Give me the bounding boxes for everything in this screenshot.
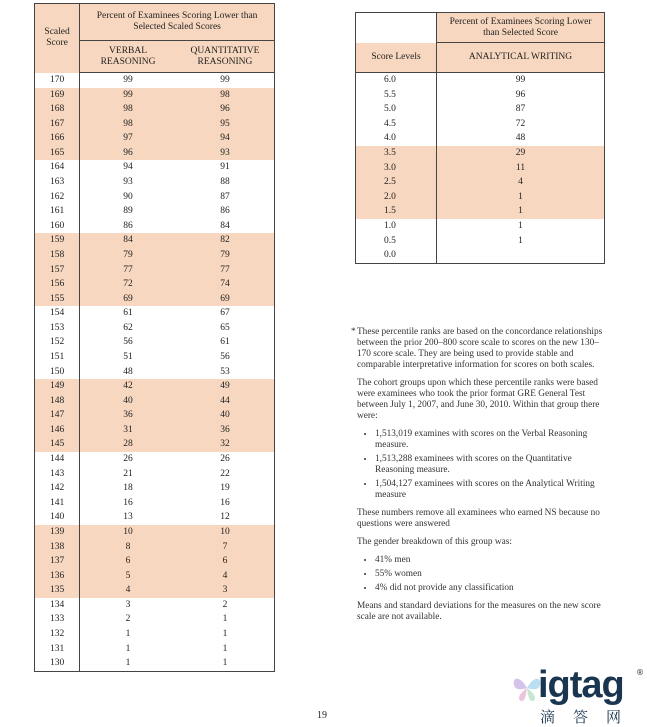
score-level-cell: 1.0: [356, 219, 437, 234]
table-row: [35, 160, 275, 175]
table-row: [35, 219, 275, 234]
scaled-score-cell: 147: [35, 408, 80, 423]
quant-percent-cell: 94: [176, 131, 275, 146]
quant-percent-cell: 56: [220, 351, 230, 362]
table-row: [35, 321, 275, 336]
table-row: [35, 525, 275, 540]
table-row: [35, 583, 275, 598]
quant-percent-cell: 3: [176, 583, 275, 598]
quant-percent-cell: 82: [176, 233, 275, 248]
aw-percent-cell: 11: [437, 161, 605, 176]
table-row: [356, 102, 605, 117]
scaled-score-cell: 145: [35, 437, 80, 452]
verbal-percent-cell: 2: [125, 614, 131, 625]
scaled-score-cell: 140: [35, 510, 80, 525]
table-row: [35, 394, 275, 409]
scaled-score-cell: 139: [35, 525, 80, 540]
verbal-percent-cell: 86: [123, 220, 133, 231]
table-row: [356, 73, 605, 88]
scaled-score-cell: 149: [35, 379, 80, 394]
verbal-percent-cell: 13: [123, 512, 133, 523]
quant-percent-cell: 16: [220, 497, 230, 508]
table-row: [35, 598, 275, 613]
note-paragraph-2: The cohort groups upon which these percentile ranks were based were examinees who took the prior format GRE General Test between July 1, 2007, and June 30, 2010. Within that group there were:: [357, 378, 600, 421]
igtag-watermark: [510, 665, 647, 726]
scaled-score-cell: 136: [35, 569, 80, 584]
verbal-percent-cell: 77: [80, 263, 176, 278]
quant-percent-cell: 93: [176, 146, 275, 161]
quant-percent-cell: 1: [222, 658, 228, 669]
table-row: [35, 292, 275, 307]
table-row: [35, 467, 275, 482]
quant-percent-cell: 32: [176, 437, 275, 452]
score-levels-header: Score Levels: [356, 43, 437, 73]
scaled-score-cell: 159: [35, 233, 80, 248]
table-row: [35, 190, 275, 205]
aw-percent-cell: 87: [515, 104, 526, 115]
table-row: [356, 175, 605, 190]
note-paragraph-1: [351, 327, 607, 371]
score-level-cell: 4.5: [356, 117, 437, 132]
verbal-percent-cell: 56: [123, 337, 133, 348]
verbal-percent-cell: 99: [123, 75, 133, 85]
quant-percent-cell: 1: [222, 643, 228, 654]
table-row: [356, 219, 605, 234]
gender-item: • 4% did not provide any classification: [375, 583, 607, 594]
asterisk: *: [351, 327, 356, 337]
table-row: [35, 73, 275, 88]
aw-percent-cell: 99: [515, 75, 526, 85]
scaled-score-cell: 164: [35, 160, 80, 175]
score-level-cell: 5.0: [356, 102, 437, 117]
scaled-score-cell: 153: [35, 321, 80, 336]
scaled-score-cell: 170: [35, 73, 80, 88]
quant-percent-cell: 61: [220, 337, 230, 348]
verbal-percent-cell: 61: [123, 308, 133, 319]
scaled-score-header: Scaled Score: [35, 4, 80, 73]
score-level-cell: 1.5: [356, 204, 437, 219]
quant-header: QUANTITATIVE REASONING: [176, 41, 275, 73]
aw-percent-cell: 1: [518, 220, 523, 231]
table-row: [35, 233, 275, 248]
quant-percent-cell: 1: [222, 614, 228, 625]
verbal-percent-cell: 1: [125, 628, 131, 639]
aw-percent-cell: 4: [437, 175, 605, 190]
scaled-score-cell: 161: [35, 204, 80, 219]
aw-percent-cell: 72: [515, 118, 526, 129]
score-level-cell: 5.5: [356, 88, 437, 103]
quant-percent-cell: 44: [176, 394, 275, 409]
table-row: [356, 190, 605, 205]
scaled-score-cell: 142: [35, 481, 80, 496]
scaled-score-cell: 143: [35, 467, 80, 482]
gender-item: • 41% men: [375, 555, 607, 566]
score-level-cell: 2.0: [356, 190, 437, 205]
verbal-percent-cell: 5: [80, 569, 176, 584]
aw-percent-cell: 48: [515, 133, 526, 144]
verbal-percent-cell: 79: [80, 248, 176, 263]
cohort-item: • 1,504,127 examinees with scores on the Analytical Writing measure: [375, 479, 607, 501]
verbal-percent-cell: 10: [80, 525, 176, 540]
quant-percent-cell: 22: [220, 468, 230, 479]
gender-list: [357, 555, 607, 594]
score-level-cell: 0.5: [356, 234, 437, 249]
quant-percent-cell: 95: [176, 117, 275, 132]
cohort-item: • 1,513,019 examines with scores on the Verbal Reasoning measure.: [375, 429, 607, 451]
quant-percent-cell: 87: [220, 191, 230, 202]
table-row: [35, 117, 275, 132]
table-row: [35, 146, 275, 161]
registered-mark: ®: [636, 668, 644, 677]
quant-percent-cell: 19: [220, 483, 230, 494]
score-level-cell: 0.0: [356, 248, 437, 263]
quant-percent-cell: 86: [220, 206, 230, 217]
score-level-cell: 6.0: [356, 73, 437, 88]
table-row: [356, 146, 605, 161]
table-row: [35, 306, 275, 321]
note-paragraph-5: Means and standard deviations for the measures on the new score scale are not available.: [357, 601, 601, 622]
aw-percent-cell: [437, 248, 605, 263]
verbal-percent-cell: 26: [123, 454, 133, 465]
table-row: [35, 365, 275, 380]
scaled-score-cell: 151: [35, 350, 80, 365]
page-number: 19: [317, 710, 327, 721]
table-row: [35, 627, 275, 642]
chinese-site-name: 滴答网: [540, 708, 640, 726]
aw-percent-cell: 29: [437, 146, 605, 161]
analytical-writing-percentile-table: [355, 12, 605, 264]
left-table-body: [35, 73, 275, 672]
table-row: [35, 102, 275, 117]
verbal-quant-percentile-table: [34, 3, 275, 672]
verbal-percent-cell: 99: [80, 88, 176, 103]
table-row: [35, 379, 275, 394]
table-row: [356, 131, 605, 146]
scaled-score-cell: 146: [35, 423, 80, 438]
aw-percent-cell: 96: [515, 89, 526, 100]
verbal-percent-cell: 21: [123, 468, 133, 479]
scaled-score-cell: 158: [35, 248, 80, 263]
cohort-list: [357, 429, 607, 501]
scaled-score-cell: 133: [35, 612, 80, 627]
verbal-percent-cell: 16: [123, 497, 133, 508]
verbal-percent-cell: 48: [123, 366, 133, 377]
quant-percent-cell: 88: [220, 177, 230, 188]
verbal-percent-cell: 18: [123, 483, 133, 494]
quant-percent-cell: 67: [220, 308, 230, 319]
scaled-score-cell: 162: [35, 190, 80, 205]
table-row: [35, 277, 275, 292]
verbal-percent-cell: 69: [80, 292, 176, 307]
scaled-score-cell: 131: [35, 642, 80, 657]
igtag-logo-text: igtag: [538, 664, 624, 706]
table-row: [35, 131, 275, 146]
scaled-score-cell: 168: [35, 102, 80, 117]
quant-percent-cell: 10: [176, 525, 275, 540]
scaled-score-cell: 156: [35, 277, 80, 292]
right-table-body: [356, 73, 605, 264]
score-level-cell: 3.0: [356, 161, 437, 176]
percent-super-header: Percent of Examinees Scoring Lower than Selected Scaled Scores: [80, 4, 275, 41]
quant-percent-cell: 40: [176, 408, 275, 423]
quant-percent-cell: 12: [220, 512, 230, 523]
table-row: [356, 88, 605, 103]
quant-percent-cell: 49: [176, 379, 275, 394]
scaled-score-cell: 132: [35, 627, 80, 642]
verbal-header: VERBAL REASONING: [80, 41, 176, 73]
verbal-percent-cell: 28: [80, 437, 176, 452]
quant-percent-cell: 79: [176, 248, 275, 263]
table-row: [35, 88, 275, 103]
scaled-score-cell: 137: [35, 554, 80, 569]
quant-percent-cell: 1: [222, 628, 228, 639]
quant-percent-cell: 69: [176, 292, 275, 307]
table-row: [35, 408, 275, 423]
verbal-percent-cell: 89: [123, 206, 133, 217]
table-row: [35, 642, 275, 657]
scaled-score-cell: 134: [35, 598, 80, 613]
quant-percent-cell: 36: [176, 423, 275, 438]
verbal-percent-cell: 84: [80, 233, 176, 248]
quant-percent-cell: 91: [220, 162, 230, 173]
scaled-score-cell: 167: [35, 117, 80, 132]
quant-percent-cell: 96: [176, 102, 275, 117]
verbal-percent-cell: 6: [80, 554, 176, 569]
table-row: [35, 612, 275, 627]
aw-super-header: Percent of Examinees Scoring Lower than Selected Score: [437, 13, 605, 43]
quant-percent-cell: 99: [220, 75, 230, 85]
table-row: [35, 496, 275, 511]
table-row: [356, 161, 605, 176]
aw-header: ANALYTICAL WRITING: [437, 43, 605, 73]
table-row: [35, 481, 275, 496]
table-row: [35, 423, 275, 438]
verbal-percent-cell: 93: [123, 177, 133, 188]
verbal-percent-cell: 96: [80, 146, 176, 161]
verbal-percent-cell: 98: [80, 102, 176, 117]
note-paragraph-4: The gender breakdown of this group was:: [357, 537, 512, 547]
verbal-percent-cell: 1: [125, 643, 131, 654]
quant-percent-cell: 53: [220, 366, 230, 377]
verbal-percent-cell: 40: [80, 394, 176, 409]
scaled-score-cell: 163: [35, 175, 80, 190]
verbal-percent-cell: 8: [80, 540, 176, 555]
quant-percent-cell: 6: [176, 554, 275, 569]
table-row: [35, 452, 275, 467]
table-row: [35, 175, 275, 190]
verbal-percent-cell: 62: [123, 322, 133, 333]
table-row: [35, 510, 275, 525]
score-level-cell: 3.5: [356, 146, 437, 161]
scaled-score-cell: 148: [35, 394, 80, 409]
scaled-score-cell: 138: [35, 540, 80, 555]
verbal-percent-cell: 90: [123, 191, 133, 202]
quant-percent-cell: 98: [176, 88, 275, 103]
verbal-percent-cell: 72: [80, 277, 176, 292]
aw-percent-cell: 1: [518, 235, 523, 246]
quant-percent-cell: 77: [176, 263, 275, 278]
scaled-score-cell: 144: [35, 452, 80, 467]
score-level-cell: 4.0: [356, 131, 437, 146]
quant-percent-cell: 74: [176, 277, 275, 292]
quant-percent-cell: 84: [220, 220, 230, 231]
score-level-cell: 2.5: [356, 175, 437, 190]
table-row: [35, 335, 275, 350]
note-p1-text: These percentile ranks are based on the concordance relationships between the prior 200–800 score scale to scores on the new 130–170 score scale. They are being used to provide stable and comparable interpretative information for scores on both scales.: [357, 327, 603, 370]
scaled-score-cell: 166: [35, 131, 80, 146]
verbal-percent-cell: 3: [125, 599, 131, 610]
verbal-percent-cell: 4: [80, 583, 176, 598]
table-row: [35, 350, 275, 365]
scaled-score-cell: 141: [35, 496, 80, 511]
aw-percent-cell: 1: [437, 204, 605, 219]
table-row: [356, 234, 605, 249]
scaled-score-cell: 130: [35, 656, 80, 671]
table-row: [35, 204, 275, 219]
footnotes: [351, 327, 607, 630]
scaled-score-cell: 169: [35, 88, 80, 103]
table-row: [35, 263, 275, 278]
table-row: [35, 656, 275, 671]
table-row: [35, 554, 275, 569]
quant-percent-cell: 2: [222, 599, 228, 610]
table-row: [35, 540, 275, 555]
scaled-score-cell: 155: [35, 292, 80, 307]
table-row: [356, 248, 605, 263]
table-row: [35, 248, 275, 263]
verbal-percent-cell: 31: [80, 423, 176, 438]
verbal-percent-cell: 98: [80, 117, 176, 132]
aw-percent-cell: 1: [437, 190, 605, 205]
blank-corner-cell: [356, 13, 437, 43]
gender-item: • 55% women: [375, 569, 607, 580]
verbal-percent-cell: 36: [80, 408, 176, 423]
scaled-score-cell: 150: [35, 365, 80, 380]
verbal-percent-cell: 1: [125, 658, 131, 669]
quant-percent-cell: 26: [220, 454, 230, 465]
table-row: [35, 569, 275, 584]
quant-percent-cell: 7: [176, 540, 275, 555]
verbal-percent-cell: 97: [80, 131, 176, 146]
scaled-score-cell: 165: [35, 146, 80, 161]
verbal-percent-cell: 42: [80, 379, 176, 394]
scaled-score-cell: 157: [35, 263, 80, 278]
table-row: [356, 117, 605, 132]
table-row: [35, 437, 275, 452]
verbal-percent-cell: 51: [123, 351, 133, 362]
verbal-percent-cell: 94: [123, 162, 133, 173]
scaled-score-cell: 160: [35, 219, 80, 234]
quant-percent-cell: 4: [176, 569, 275, 584]
table-row: [356, 204, 605, 219]
note-paragraph-3: These numbers remove all examinees who earned NS because no questions were answered: [357, 508, 600, 529]
quant-percent-cell: 65: [220, 322, 230, 333]
cohort-item: • 1,513,288 examinees with scores on the Quantitative Reasoning measure.: [375, 454, 607, 476]
scaled-score-cell: 135: [35, 583, 80, 598]
scaled-score-cell: 152: [35, 335, 80, 350]
scaled-score-cell: 154: [35, 306, 80, 321]
